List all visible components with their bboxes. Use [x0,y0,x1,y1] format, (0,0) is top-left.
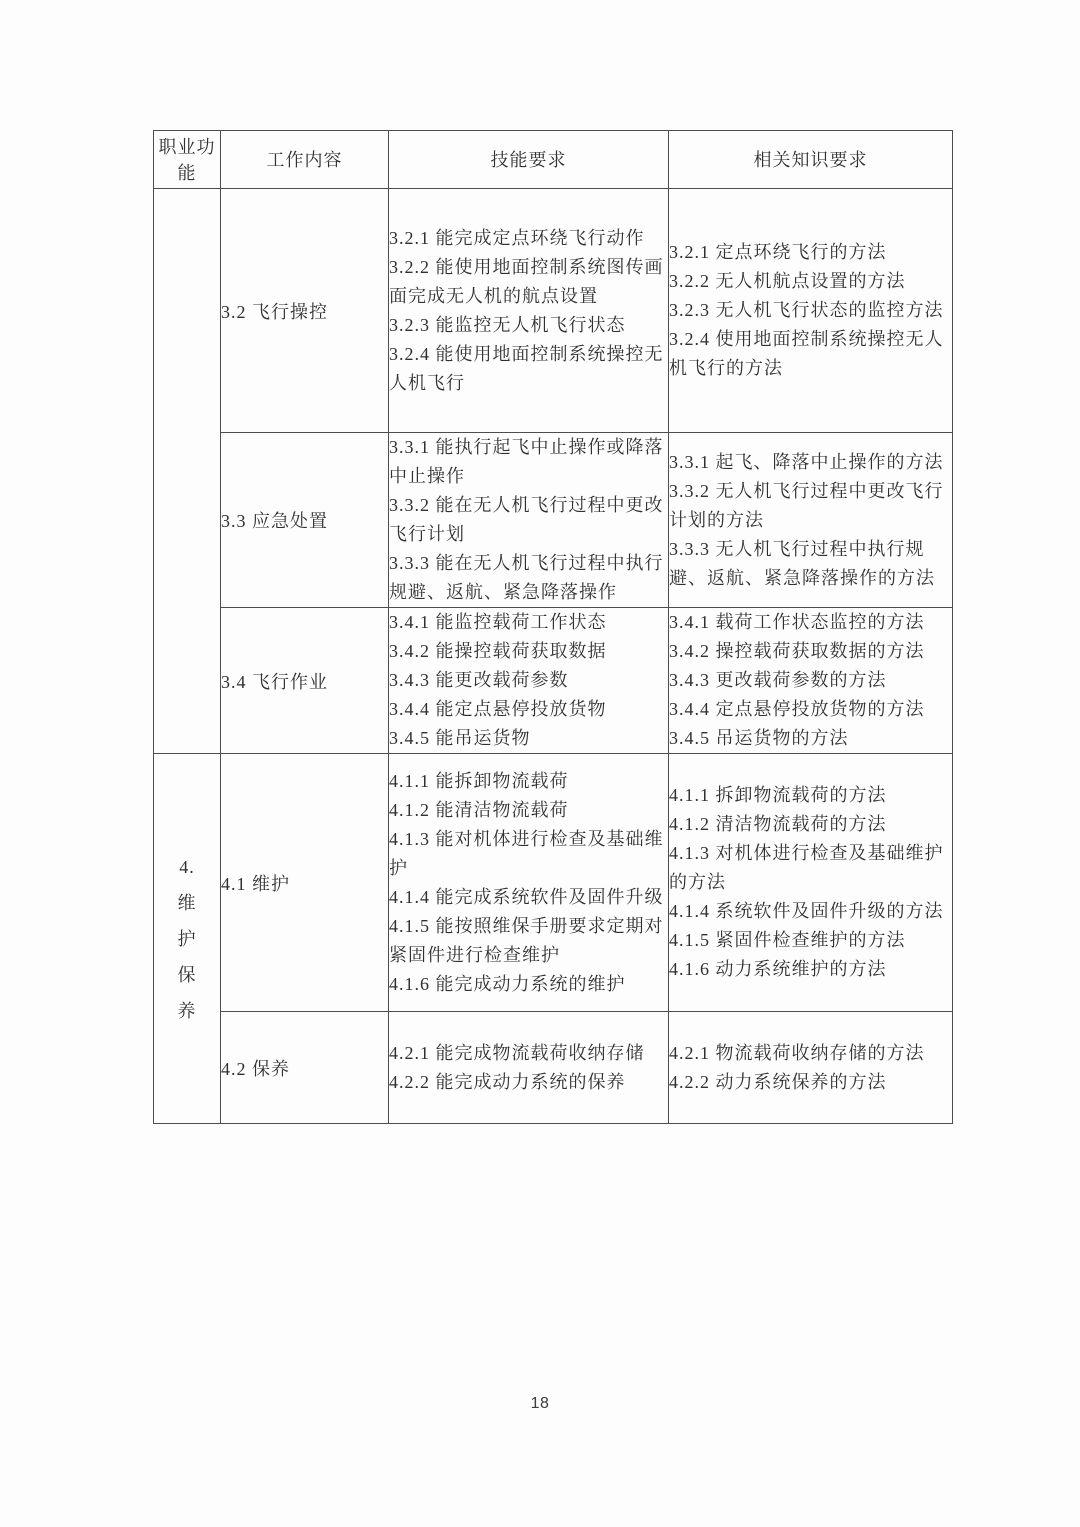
cell-function-blank [154,189,221,754]
text-line: 3.4.5 吊运货物的方法 [669,728,849,748]
cell-work-content: 3.4 飞行作业 [221,608,389,754]
header-occupation-function: 职业功能 [154,131,221,189]
text-line: 4.2.2 能完成动力系统的保养 [389,1071,626,1092]
cell-work-content: 3.3 应急处置 [221,433,389,608]
cell-knowledge [669,608,953,754]
text-line: 3.2.4 使用地面控制系统操控无人机飞行的方法 [669,329,944,378]
header-knowledge-requirements: 相关知识要求 [669,131,953,189]
cell-knowledge [669,754,953,1012]
cell-work-content: 4.1 维护 [221,754,389,1012]
text-line: 4.1.5 能按照维保手册要求定期对紧固件进行检查维护 [389,915,664,965]
table-row [154,754,953,1012]
text-line: 养 [177,1000,197,1021]
text-line: 3.2.1 能完成定点环绕飞行动作 [389,227,645,248]
cell-knowledge [669,189,953,433]
text-line: 3.2.1 定点环绕飞行的方法 [669,242,887,262]
text-line: 3.4.1 载荷工作状态监控的方法 [669,612,925,632]
text-line: 4.1.1 能拆卸物流载荷 [389,770,569,791]
text-line: 3.4.4 定点悬停投放货物的方法 [669,699,925,719]
text-line: 3.2.2 能使用地面控制系统图传画面完成无人机的航点设置 [389,256,664,306]
header-skill-requirements: 技能要求 [389,131,669,189]
text-line: 3.3.2 能在无人机飞行过程中更改飞行计划 [389,495,664,544]
text-line: 4.1.4 能完成系统软件及固件升级 [389,886,664,907]
text-line: 3.3.1 起飞、降落中止操作的方法 [669,451,944,472]
text-line: 3.3.1 能执行起飞中止操作或降落中止操作 [389,437,664,486]
text-line: 3.4.2 能操控载荷获取数据 [389,641,607,661]
text-line: 3.4.2 操控载荷获取数据的方法 [669,641,925,661]
cell-knowledge [669,433,953,608]
text-line: 4.1.6 能完成动力系统的维护 [389,973,626,994]
cell-knowledge [669,1012,953,1124]
text-line: 4.1.2 清洁物流载荷的方法 [669,814,887,834]
cell-skills [389,1012,669,1124]
table-row [154,608,953,754]
occupational-standard-table [153,130,953,1124]
cell-skills [389,754,669,1012]
text-line: 4.1.4 系统软件及固件升级的方法 [669,901,944,921]
text-line: 4.1.6 动力系统维护的方法 [669,959,887,979]
cell-work-content: 4.2 保养 [221,1012,389,1124]
text-line: 3.3.3 能在无人机飞行过程中执行规避、返航、紧急降落操作 [389,553,664,602]
text-line: 4.1.2 能清洁物流载荷 [389,799,569,820]
text-line: 3.3.2 无人机飞行过程中更改飞行计划的方法 [669,480,944,530]
table-header-row [154,131,953,189]
text-line: 3.4.1 能监控载荷工作状态 [389,612,607,632]
text-line: 4.1.5 紧固件检查维护的方法 [669,930,906,950]
text-line: 3.2.4 能使用地面控制系统操控无人机飞行 [389,343,664,393]
page-number: 18 [530,1395,550,1412]
text-line: 3.4.3 更改载荷参数的方法 [669,670,887,690]
text-line: 3.4.3 能更改载荷参数 [389,670,569,690]
cell-work-content: 3.2 飞行操控 [221,189,389,433]
text-line: 维 [177,892,197,913]
table-row [154,189,953,433]
table-row [154,1012,953,1124]
cell-skills [389,608,669,754]
text-line: 4.2.1 能完成物流载荷收纳存储 [389,1042,645,1063]
text-line: 4.1.1 拆卸物流载荷的方法 [669,785,887,805]
text-line: 3.3.3 无人机飞行过程中执行规避、返航、紧急降落操作的方法 [669,538,935,588]
text-line: 3.2.2 无人机航点设置的方法 [669,271,906,291]
header-work-content: 工作内容 [221,131,389,189]
text-line: 4.1.3 对机体进行检查及基础维护的方法 [669,843,944,892]
text-line: 4.1.3 能对机体进行检查及基础维护 [389,828,664,878]
text-line: 3.4.4 能定点悬停投放货物 [389,699,607,719]
text-line: 护 [177,928,197,949]
cell-skills [389,189,669,433]
cell-skills [389,433,669,608]
text-line: 保 [177,964,197,985]
text-line: 3.4.5 能吊运货物 [389,728,531,748]
text-line: 4.2.2 动力系统保养的方法 [669,1071,887,1092]
text-line: 4.2.1 物流载荷收纳存储的方法 [669,1042,925,1063]
table-row [154,433,953,608]
text-line: 4. [179,856,195,877]
text-line: 3.2.3 能监控无人机飞行状态 [389,314,626,335]
cell-function-maintenance [154,754,221,1124]
text-line: 3.2.3 无人机飞行状态的监控方法 [669,300,944,320]
